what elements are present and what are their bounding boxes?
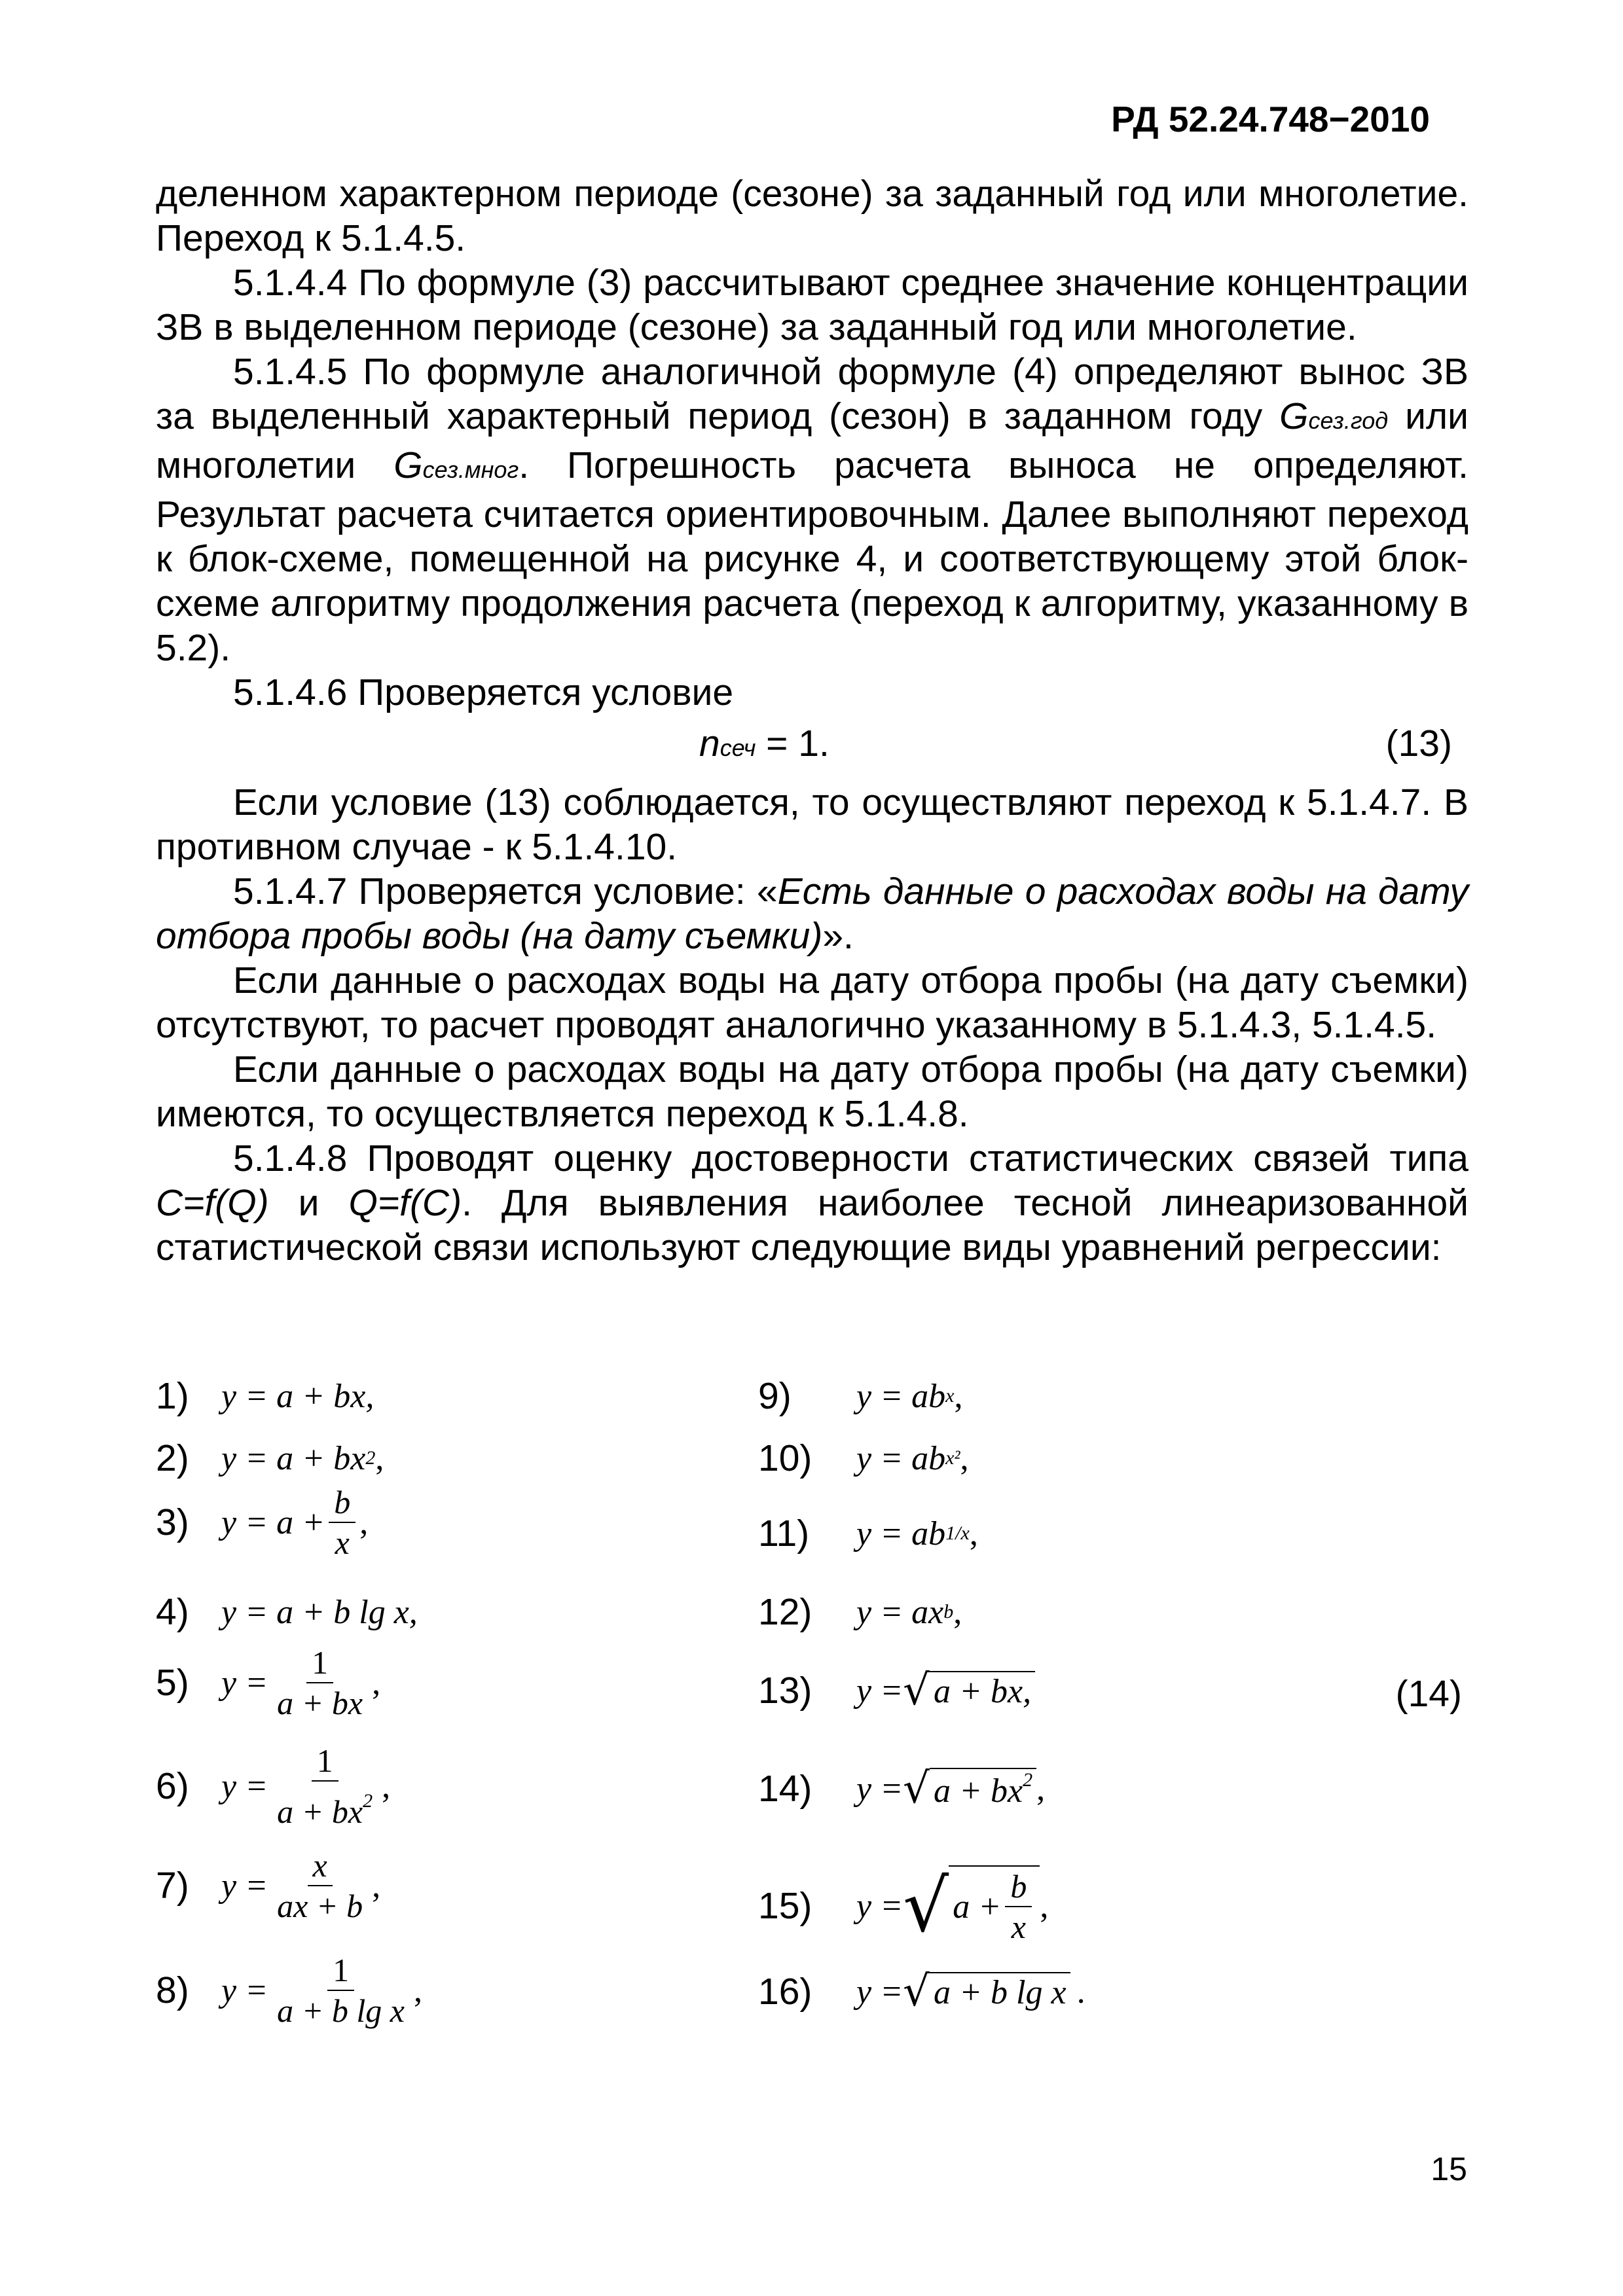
formula-6-denominator-text: a + bx [277, 1793, 363, 1830]
formula-16-number: 16) [758, 1971, 812, 2013]
formula-15 [758, 1865, 1048, 1946]
formula-9 [758, 1374, 963, 1418]
formula-13-root [903, 1666, 1035, 1715]
formula-6-pre: y = [221, 1767, 268, 1805]
regression-formulas [156, 1374, 1468, 2094]
sqrt-icon: √ [903, 1765, 930, 1813]
formula-3 [156, 1482, 368, 1562]
formula-5-numerator: 1 [306, 1643, 333, 1683]
formula-12-end: , [953, 1593, 962, 1631]
formula-15-fraction [1005, 1867, 1032, 1946]
formula-5-pre: y = [221, 1664, 268, 1702]
formula-7-pre: y = [221, 1867, 268, 1905]
formula-2-expr: y = a + bx [221, 1439, 366, 1477]
formula-16-root [903, 1967, 1070, 2016]
equation-13 [156, 721, 1468, 767]
p6-text-b: ». [822, 915, 854, 957]
formula-9-end: , [954, 1377, 963, 1415]
paragraph-5-1-4-5 [156, 350, 1468, 670]
paragraph-5-1-4-6: 5.1.4.6 Проверяется условие [233, 672, 734, 713]
sqrt-icon: √ [903, 1666, 930, 1715]
formula-14 [758, 1765, 1046, 1813]
formula-15-pre: y = [856, 1887, 903, 1925]
formula-2-end: , [375, 1439, 384, 1477]
equation-13-number: (13) [1385, 723, 1452, 764]
formula-10-sup: x² [945, 1447, 960, 1469]
formula-7-end: , [372, 1867, 381, 1905]
formula-6-end: , [382, 1767, 391, 1805]
formula-6-number: 6) [156, 1765, 189, 1807]
formula-3-end: , [359, 1503, 369, 1541]
formula-9-number: 9) [758, 1375, 792, 1417]
body-text [156, 171, 1468, 1270]
formula-8-pre: y = [221, 1971, 268, 2009]
formula-2-number: 2) [156, 1437, 189, 1479]
formula-5-denominator: a + bx [277, 1685, 363, 1721]
formula-6-fraction [272, 1741, 378, 1831]
formula-11-sup: 1/x [945, 1522, 970, 1544]
formula-8-fraction [272, 1950, 410, 2030]
paragraph-5-1-4-8 [156, 1136, 1468, 1270]
g-symbol-1: G [1279, 395, 1309, 437]
formula-11 [758, 1512, 978, 1555]
formula-3-pre: y = a + [221, 1503, 325, 1541]
n-subscript: сеч [720, 734, 756, 761]
formula-5 [156, 1643, 380, 1723]
formula-12-expr: y = ax [856, 1593, 944, 1631]
p9-italic-2: Q=f(C) [348, 1182, 462, 1224]
p9-text-a: 5.1.4.8 Проводят оценку достоверности статистических связей типа [233, 1138, 1468, 1179]
formula-4-expr: y = a + b lg x, [221, 1593, 418, 1631]
formula-7-numerator: x [308, 1846, 333, 1886]
formula-10 [758, 1437, 968, 1480]
p3-text-c: . Погрешность расчета выноса не определяют. Результат расчета считается ориентировочным. Далее выполняют переход к блок-схеме, помещенной на рисунке 4, и соответствующему этой блок-схеме алгоритму продолжения расчета (переход к алгоритму, указанному в 5.2). [156, 444, 1468, 669]
formula-16-radicand: a + b lg x [930, 1972, 1070, 2012]
formula-13 [758, 1666, 1035, 1715]
equation-13-expression [699, 721, 830, 770]
formula-7-number: 7) [156, 1865, 189, 1907]
p3-text-a: 5.1.4.5 По формуле аналогичной формуле (4) определяют вынос ЗВ за выделенный характерный период (сезон) в заданном году [156, 351, 1468, 437]
formula-16 [758, 1967, 1085, 2016]
formula-3-denominator: x [335, 1524, 350, 1561]
formula-15-number: 15) [758, 1885, 812, 1927]
paragraph-5-1-4-4: 5.1.4.4 По формуле (3) рассчитывают среднее значение концентрации ЗВ в выделенном периоде (сезоне) за заданный год или многолетие. [156, 262, 1468, 348]
formula-6-denominator [272, 1782, 378, 1831]
formula-8-numerator: 1 [327, 1950, 354, 1991]
formula-3-fraction [329, 1482, 356, 1562]
p9-text-b: . Для выявления наиболее тесной линеаризованной статистической связи используют следующие виды уравнений регрессии: [156, 1182, 1468, 1268]
formula-9-sup: x [945, 1385, 955, 1407]
formula-7-denominator: ax + b [277, 1888, 363, 1924]
formula-14-root [903, 1765, 1036, 1813]
formula-16-end: . [1076, 1973, 1085, 2011]
page-number: 15 [1431, 2151, 1467, 2187]
formula-13-pre: y = [856, 1672, 903, 1710]
formula-4-number: 4) [156, 1591, 189, 1633]
n-symbol: n [699, 723, 720, 764]
formula-8-number: 8) [156, 1969, 189, 2011]
formula-10-expr: y = ab [856, 1439, 946, 1477]
formula-3-number: 3) [156, 1501, 189, 1543]
formula-15-denominator: x [1011, 1909, 1026, 1945]
paragraph-no-data: Если данные о расходах воды на дату отбора пробы (на дату съемки) отсутствуют, то расчет проводят аналогично указанному в 5.1.4.3, 5.1.4.5. [156, 960, 1468, 1046]
g-subscript-2: сез.мног [422, 456, 519, 483]
formula-9-expr: y = ab [856, 1377, 946, 1415]
formula-6 [156, 1741, 390, 1831]
formula-15-end: , [1040, 1887, 1049, 1925]
sqrt-icon: √ [903, 1864, 949, 1948]
formula-6-denominator-sup: 2 [363, 1790, 373, 1812]
formula-4 [156, 1590, 418, 1634]
formula-7 [156, 1846, 380, 1926]
formula-8 [156, 1950, 422, 2030]
formula-14-number: 14) [758, 1768, 812, 1810]
p6-italic: Есть данные о расходах воды на дату отбора пробы воды (на дату съемки) [156, 870, 1468, 957]
g-subscript-1: сез.год [1308, 407, 1389, 434]
sqrt-icon: √ [903, 1967, 930, 2016]
formula-7-fraction [272, 1846, 368, 1926]
formula-14-radicand [930, 1768, 1036, 1810]
formula-2 [156, 1437, 384, 1480]
formula-13-number: 13) [758, 1670, 812, 1712]
formula-11-number: 11) [758, 1513, 810, 1554]
formula-12 [758, 1590, 962, 1634]
formula-15-a: a + [953, 1888, 1002, 1926]
formula-14-end: , [1036, 1770, 1046, 1808]
p3-text-b: или многолетии [156, 395, 1469, 486]
formula-15-numerator: b [1005, 1867, 1032, 1907]
formula-15-radicand [949, 1865, 1040, 1946]
formula-14-sup: 2 [1023, 1768, 1033, 1791]
paragraph-condition-13: Если условие (13) соблюдается, то осуществляют переход к 5.1.4.7. В противном случае - к 5.1.4.10. [156, 781, 1468, 868]
formula-5-number: 5) [156, 1662, 189, 1704]
formula-3-numerator: b [329, 1482, 356, 1523]
formula-1-expr: y = a + bx, [221, 1377, 374, 1415]
formula-1 [156, 1374, 374, 1418]
paragraph-5-1-4-7 [156, 869, 1468, 958]
formula-11-expr: y = ab [856, 1515, 946, 1552]
formula-11-end: , [969, 1515, 978, 1552]
formula-6-numerator: 1 [312, 1741, 338, 1782]
p9-and: и [268, 1182, 349, 1224]
formula-14-pre: y = [856, 1770, 903, 1808]
formula-13-radicand: a + bx, [930, 1671, 1035, 1711]
p9-italic-1: C=f(Q) [156, 1182, 269, 1224]
formula-15-root [903, 1865, 1040, 1946]
formula-14-radicand-text: a + bx [933, 1772, 1023, 1810]
formula-16-pre: y = [856, 1973, 903, 2011]
formula-12-number: 12) [758, 1591, 812, 1633]
g-symbol-2: G [393, 444, 423, 486]
formula-8-denominator: a + b lg x [277, 1992, 405, 2029]
document-code: РД 52.24.748−2010 [1111, 99, 1430, 139]
formula-10-end: , [960, 1439, 969, 1477]
paragraph-1: деленном характерном периоде (сезоне) за заданный год или многолетие. Переход к 5.1.4.5. [156, 173, 1468, 259]
paragraph-has-data: Если данные о расходах воды на дату отбора пробы (на дату съемки) имеются, то осуществляется переход к 5.1.4.8. [156, 1049, 1468, 1135]
equation-13-rest: = 1. [756, 723, 830, 764]
formula-1-number: 1) [156, 1375, 189, 1417]
equation-14-number: (14) [1395, 1673, 1462, 1715]
formula-12-sup: b [943, 1601, 954, 1623]
formula-5-end: , [372, 1664, 381, 1702]
formula-8-end: , [414, 1971, 422, 2009]
formula-5-fraction [272, 1643, 368, 1723]
formula-10-number: 10) [758, 1437, 812, 1479]
formula-2-sup: 2 [365, 1447, 376, 1469]
p6-text-a: 5.1.4.7 Проверяется условие: « [233, 870, 778, 912]
